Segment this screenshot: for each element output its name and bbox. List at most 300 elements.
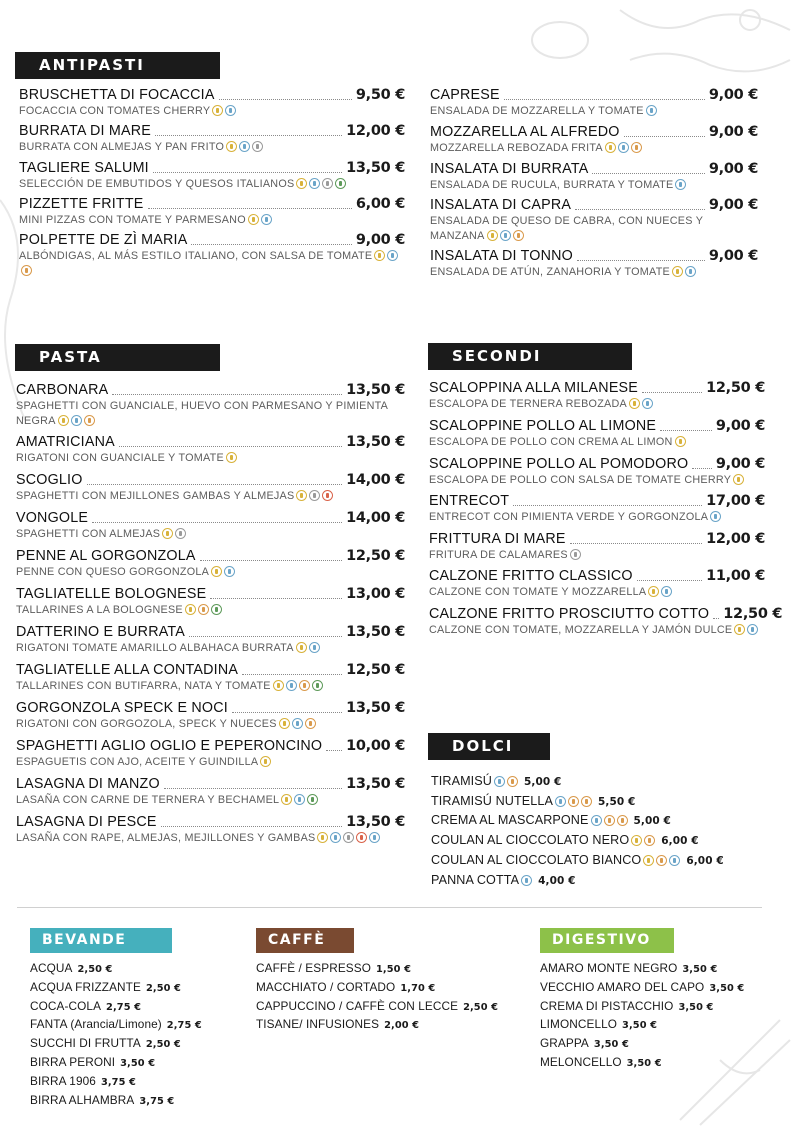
nuts-icon bbox=[513, 230, 524, 241]
dish-name: POLPETTE DE ZÌ MARIA bbox=[19, 232, 188, 248]
item-price: 2,50 € bbox=[463, 1001, 499, 1013]
bevande-title: BEVANDE bbox=[30, 928, 172, 953]
item-price: 3,50 € bbox=[678, 1001, 714, 1013]
dolci-list bbox=[431, 772, 771, 890]
milk-icon bbox=[642, 398, 653, 409]
wheat-icon bbox=[296, 490, 307, 501]
menu-item bbox=[19, 160, 405, 192]
pasta-title: PASTA bbox=[15, 344, 220, 371]
menu-item bbox=[16, 548, 405, 580]
nuts-icon bbox=[617, 815, 628, 826]
menu-item bbox=[16, 776, 405, 808]
dish-price: 9,00 € bbox=[355, 232, 405, 248]
milk-icon bbox=[309, 178, 320, 189]
item-price: 1,50 € bbox=[376, 964, 412, 975]
dish-description-text: FRITURA DE CALAMARES bbox=[429, 549, 568, 561]
wheat-icon bbox=[648, 586, 659, 597]
dish-price: 14,00 € bbox=[346, 472, 405, 488]
wheat-icon bbox=[317, 832, 328, 843]
dot-leader bbox=[504, 99, 705, 100]
dot-leader bbox=[326, 750, 342, 751]
celery-icon bbox=[312, 680, 323, 691]
item-name: COULAN AL CIOCCOLATO BIANCO bbox=[431, 852, 642, 867]
dish-price: 13,50 € bbox=[346, 814, 405, 830]
menu-item bbox=[540, 960, 760, 979]
wheat-icon bbox=[185, 604, 196, 615]
item-name: CREMA AL MASCARPONE bbox=[431, 813, 589, 828]
dish-description bbox=[430, 178, 758, 193]
secondi-header bbox=[428, 343, 632, 370]
item-price: 5,00 € bbox=[633, 815, 671, 828]
menu-item-row bbox=[429, 568, 765, 584]
dish-description-text: ESCALOPA DE POLLO CON CREMA AL LIMON bbox=[429, 436, 673, 448]
dish-description-text: PENNE CON QUESO GORGONZOLA bbox=[16, 566, 210, 578]
dish-price: 11,00 € bbox=[706, 568, 765, 584]
dish-name: MOZZARELLA AL ALFREDO bbox=[430, 124, 620, 140]
dish-description-text: ESCALOPA DE POLLO CON SALSA DE TOMATE CHERRY bbox=[429, 474, 732, 486]
item-name: MACCHIATO / CORTADO bbox=[256, 979, 396, 994]
dot-leader bbox=[713, 618, 719, 619]
mollusc-icon bbox=[322, 178, 333, 189]
item-name: AMARO MONTE NEGRO bbox=[540, 961, 678, 975]
dish-name: SCALOPPINE POLLO AL LIMONE bbox=[429, 418, 657, 434]
dish-name: SPAGHETTI AGLIO OGLIO E PEPERONCINO bbox=[16, 738, 323, 754]
item-price: 2,50 € bbox=[77, 964, 113, 975]
dish-price: 6,00 € bbox=[355, 196, 405, 212]
egg-icon bbox=[568, 796, 579, 807]
digestivo-title: DIGESTIVO bbox=[540, 928, 674, 953]
dish-price: 13,50 € bbox=[346, 624, 405, 640]
menu-item-row bbox=[429, 531, 765, 547]
dish-description bbox=[16, 527, 405, 542]
digestivo-list bbox=[540, 960, 760, 1073]
dish-price: 13,00 € bbox=[346, 586, 405, 602]
dish-description-text: TALLARINES CON BUTIFARRA, NATA Y TOMATE bbox=[16, 680, 271, 692]
dish-name: DATTERINO E BURRATA bbox=[16, 624, 186, 640]
menu-item-row bbox=[19, 232, 405, 248]
item-name: TISANE/ INFUSIONES bbox=[256, 1017, 380, 1032]
item-name: TIRAMISÚ bbox=[431, 774, 492, 788]
wheat-icon bbox=[58, 415, 69, 426]
menu-item bbox=[16, 814, 405, 846]
dish-description bbox=[430, 141, 758, 156]
menu-item-row bbox=[429, 606, 783, 622]
dish-description bbox=[16, 565, 405, 580]
menu-item-row bbox=[19, 160, 405, 176]
menu-item-row bbox=[430, 87, 758, 103]
dish-description-text: ENSALADA DE MOZZARELLA Y TOMATE bbox=[430, 105, 644, 117]
menu-item bbox=[16, 510, 405, 542]
menu-item bbox=[16, 382, 405, 429]
wheat-icon bbox=[226, 141, 237, 152]
item-name: CAPPUCCINO / CAFFÈ CON LECCE bbox=[256, 998, 459, 1013]
dish-description-text: FOCACCIA CON TOMATES CHERRY bbox=[19, 105, 211, 117]
menu-item-row bbox=[430, 161, 758, 177]
dish-description bbox=[16, 679, 405, 694]
dish-description-text: MOZZARELLA REBOZADA FRITA bbox=[430, 142, 603, 154]
dish-description-text: RIGATONI CON GUANCIALE Y TOMATE bbox=[16, 452, 224, 464]
dot-leader bbox=[153, 172, 342, 173]
dish-description bbox=[430, 214, 758, 244]
dot-leader bbox=[219, 99, 352, 100]
dish-price: 9,00 € bbox=[715, 418, 765, 434]
milk-icon bbox=[669, 855, 680, 866]
dot-leader bbox=[642, 392, 702, 393]
item-name: CREMA DI PISTACCHIO bbox=[540, 998, 674, 1013]
menu-item-row bbox=[429, 418, 765, 434]
dish-description bbox=[429, 435, 765, 450]
dish-name: GORGONZOLA SPECK E NOCI bbox=[16, 700, 228, 716]
secondi-title: SECONDI bbox=[428, 343, 632, 370]
antipasti-left-column bbox=[19, 87, 405, 279]
egg-icon bbox=[644, 835, 655, 846]
dish-price: 12,50 € bbox=[346, 548, 405, 564]
dot-leader bbox=[92, 522, 342, 523]
fish-icon bbox=[369, 832, 380, 843]
egg-icon bbox=[84, 415, 95, 426]
menu-item-row bbox=[16, 434, 405, 450]
background-sketch-top-right bbox=[500, 0, 795, 80]
dish-description-text: BURRATA CON ALMEJAS Y PAN FRITO bbox=[19, 141, 225, 153]
dish-description-text: SPAGHETTI CON GUANCIALE, HUEVO CON PARMESANO Y PIMIENTA NEGRA bbox=[16, 400, 388, 427]
dot-leader bbox=[242, 674, 342, 675]
wheat-icon bbox=[211, 566, 222, 577]
dish-price: 13,50 € bbox=[346, 434, 405, 450]
pasta-list bbox=[16, 382, 405, 846]
dish-price: 14,00 € bbox=[346, 510, 405, 526]
dish-name: PIZZETTE FRITTE bbox=[19, 196, 144, 212]
dish-description bbox=[19, 249, 405, 279]
dish-description-text: ALBÓNDIGAS, AL MÁS ESTILO ITALIANO, CON SALSA DE TOMATE bbox=[19, 250, 373, 262]
crustacean-icon bbox=[356, 832, 367, 843]
menu-item bbox=[16, 662, 405, 694]
dish-description-text: TALLARINES A LA BOLOGNESE bbox=[16, 604, 183, 616]
nuts-icon bbox=[581, 796, 592, 807]
dolci-title: DOLCI bbox=[428, 733, 550, 760]
milk-icon bbox=[330, 832, 341, 843]
dot-leader bbox=[161, 826, 342, 827]
wheat-icon bbox=[643, 855, 654, 866]
menu-item bbox=[19, 123, 405, 155]
menu-item bbox=[30, 998, 250, 1017]
menu-item bbox=[431, 772, 771, 792]
dish-price: 13,50 € bbox=[346, 776, 405, 792]
dish-description-text: CALZONE CON TOMATE Y MOZZARELLA bbox=[429, 586, 647, 598]
milk-icon bbox=[675, 179, 686, 190]
menu-item bbox=[540, 1054, 760, 1073]
dot-leader bbox=[119, 446, 342, 447]
dish-price: 13,50 € bbox=[346, 382, 405, 398]
dish-description bbox=[430, 265, 758, 280]
egg-icon bbox=[299, 680, 310, 691]
menu-item bbox=[431, 811, 771, 831]
item-price: 3,75 € bbox=[139, 1095, 175, 1107]
dot-leader bbox=[87, 484, 343, 485]
menu-item bbox=[431, 871, 771, 891]
menu-item bbox=[30, 1035, 250, 1054]
menu-item bbox=[430, 197, 758, 244]
dish-name: BRUSCHETTA DI FOCACCIA bbox=[19, 87, 215, 103]
menu-item-row bbox=[429, 456, 765, 472]
milk-icon bbox=[500, 230, 511, 241]
dish-description-text: ENSALADA DE RUCULA, BURRATA Y TOMATE bbox=[430, 179, 674, 191]
item-name: VECCHIO AMARO DEL CAPO bbox=[540, 979, 705, 994]
milk-icon bbox=[294, 794, 305, 805]
menu-item-row bbox=[16, 624, 405, 640]
dot-leader bbox=[189, 636, 342, 637]
milk-icon bbox=[618, 142, 629, 153]
mollusc-icon bbox=[570, 549, 581, 560]
dish-description bbox=[429, 473, 765, 488]
menu-item-row bbox=[16, 814, 405, 830]
dish-description-text: ENSALADA DE ATÚN, ZANAHORIA Y TOMATE bbox=[430, 266, 670, 278]
dish-name: INSALATA DI TONNO bbox=[430, 248, 573, 264]
menu-item bbox=[429, 418, 765, 450]
menu-item bbox=[256, 960, 516, 979]
item-name: BIRRA 1906 bbox=[30, 1073, 96, 1088]
menu-item bbox=[429, 606, 783, 638]
dish-description bbox=[16, 489, 405, 504]
menu-item-row bbox=[16, 472, 405, 488]
menu-item bbox=[19, 232, 405, 279]
caffe-header bbox=[256, 928, 354, 953]
item-price: 5,00 € bbox=[523, 776, 562, 788]
milk-icon bbox=[292, 718, 303, 729]
dish-description bbox=[16, 641, 405, 656]
celery-icon bbox=[307, 794, 318, 805]
item-price: 3,50 € bbox=[622, 1020, 658, 1032]
crustacean-icon bbox=[322, 490, 333, 501]
menu-item bbox=[429, 568, 765, 600]
item-price: 5,50 € bbox=[597, 795, 636, 808]
menu-item bbox=[430, 87, 758, 119]
menu-item bbox=[30, 960, 250, 979]
dish-name: AMATRICIANA bbox=[16, 434, 115, 450]
egg-icon bbox=[656, 855, 667, 866]
item-price: 2,50 € bbox=[145, 1039, 181, 1051]
dish-name: BURRATA DI MARE bbox=[19, 123, 151, 139]
wheat-icon bbox=[374, 250, 385, 261]
dish-name: VONGOLE bbox=[16, 510, 89, 526]
menu-item bbox=[430, 161, 758, 193]
milk-icon bbox=[747, 624, 758, 635]
menu-item bbox=[16, 624, 405, 656]
wheat-icon bbox=[273, 680, 284, 691]
item-price: 1,70 € bbox=[400, 982, 436, 994]
dish-description-text: ENSALADA DE QUESO DE CABRA, CON NUECES Y MANZANA bbox=[430, 215, 703, 242]
mollusc-icon bbox=[252, 141, 263, 152]
celery-icon bbox=[335, 178, 346, 189]
dish-name: CALZONE FRITTO PROSCIUTTO COTTO bbox=[429, 606, 710, 622]
menu-item bbox=[30, 1073, 250, 1092]
wheat-icon bbox=[279, 718, 290, 729]
item-price: 3,50 € bbox=[682, 964, 718, 975]
item-price: 3,50 € bbox=[593, 1039, 629, 1051]
wheat-icon bbox=[162, 528, 173, 539]
menu-item bbox=[431, 851, 771, 871]
wheat-icon bbox=[212, 105, 223, 116]
dish-name: TAGLIATELLE ALLA CONTADINA bbox=[16, 662, 239, 678]
item-price: 2,00 € bbox=[384, 1020, 420, 1032]
dish-description-text: CALZONE CON TOMATE, MOZZARELLA Y JAMÓN DULCE bbox=[429, 624, 733, 636]
menu-item bbox=[429, 456, 765, 488]
menu-item bbox=[256, 1016, 516, 1035]
milk-icon bbox=[224, 566, 235, 577]
menu-item-row bbox=[16, 776, 405, 792]
dish-description bbox=[16, 399, 405, 429]
milk-icon bbox=[661, 586, 672, 597]
wheat-icon bbox=[248, 214, 259, 225]
item-name: COULAN AL CIOCCOLATO NERO bbox=[431, 833, 630, 848]
menu-item-row bbox=[429, 380, 765, 396]
dish-price: 9,00 € bbox=[708, 161, 758, 177]
milk-icon bbox=[646, 105, 657, 116]
item-price: 2,50 € bbox=[145, 982, 181, 994]
celery-icon bbox=[211, 604, 222, 615]
menu-item bbox=[540, 1035, 760, 1054]
menu-item-row bbox=[19, 196, 405, 212]
dolci-header bbox=[428, 733, 550, 760]
dish-name: SCALOPPINE POLLO AL POMODORO bbox=[429, 456, 689, 472]
dish-description bbox=[429, 397, 765, 412]
dot-leader bbox=[577, 260, 705, 261]
item-price: 3,50 € bbox=[709, 982, 745, 994]
milk-icon bbox=[239, 141, 250, 152]
dish-description-text: RIGATONI CON GORGOZOLA, SPECK Y NUECES bbox=[16, 718, 277, 730]
item-name: SUCCHI DI FRUTTA bbox=[30, 1036, 141, 1051]
menu-item bbox=[19, 196, 405, 228]
dish-price: 13,50 € bbox=[346, 700, 405, 716]
dot-leader bbox=[112, 394, 342, 395]
dish-description bbox=[16, 717, 405, 732]
wheat-icon bbox=[260, 756, 271, 767]
menu-item bbox=[16, 700, 405, 732]
milk-icon bbox=[387, 250, 398, 261]
wheat-icon bbox=[281, 794, 292, 805]
item-name: GRAPPA bbox=[540, 1036, 589, 1051]
dish-description bbox=[16, 831, 405, 846]
menu-item-row bbox=[16, 700, 405, 716]
digestivo-header bbox=[540, 928, 674, 953]
dot-leader bbox=[191, 244, 351, 245]
milk-icon bbox=[710, 511, 721, 522]
dish-price: 10,00 € bbox=[346, 738, 405, 754]
item-name: BIRRA ALHAMBRA bbox=[30, 1092, 135, 1107]
dot-leader bbox=[692, 468, 712, 469]
section-divider bbox=[17, 907, 762, 908]
mollusc-icon bbox=[343, 832, 354, 843]
menu-item bbox=[430, 248, 758, 280]
dot-leader bbox=[513, 505, 702, 506]
antipasti-title: ANTIPASTI bbox=[15, 52, 220, 79]
caffe-list bbox=[256, 960, 516, 1035]
dish-description bbox=[16, 793, 405, 808]
item-name: ACQUA bbox=[30, 961, 73, 975]
menu-item-row bbox=[430, 197, 758, 213]
milk-icon bbox=[71, 415, 82, 426]
wheat-icon bbox=[226, 452, 237, 463]
milk-icon bbox=[521, 875, 532, 886]
dish-description bbox=[429, 623, 765, 638]
item-price: 4,00 € bbox=[538, 874, 576, 887]
item-price: 2,75 € bbox=[166, 1020, 202, 1032]
menu-item-row bbox=[430, 124, 758, 140]
milk-icon bbox=[555, 796, 566, 807]
menu-item-row bbox=[19, 123, 405, 139]
dish-description bbox=[19, 213, 405, 228]
dish-price: 12,50 € bbox=[723, 606, 783, 622]
dish-description bbox=[19, 104, 405, 119]
wheat-icon bbox=[631, 835, 642, 846]
dish-name: CALZONE FRITTO CLASSICO bbox=[429, 568, 633, 584]
lupin-icon bbox=[225, 105, 236, 116]
dish-description bbox=[429, 548, 765, 563]
milk-icon bbox=[309, 642, 320, 653]
fish-icon bbox=[685, 266, 696, 277]
dot-leader bbox=[155, 135, 342, 136]
dot-leader bbox=[570, 543, 702, 544]
pasta-header bbox=[15, 344, 220, 371]
wheat-icon bbox=[672, 266, 683, 277]
dish-price: 9,00 € bbox=[708, 124, 758, 140]
item-price: 3,75 € bbox=[100, 1076, 136, 1088]
mollusc-icon bbox=[175, 528, 186, 539]
wheat-icon bbox=[629, 398, 640, 409]
dish-description-text: LASAÑA CON RAPE, ALMEJAS, MEJILLONES Y GAMBAS bbox=[16, 832, 316, 844]
menu-item bbox=[540, 1016, 760, 1035]
menu-item bbox=[16, 472, 405, 504]
milk-icon bbox=[591, 815, 602, 826]
egg-icon bbox=[198, 604, 209, 615]
wheat-icon bbox=[487, 230, 498, 241]
dish-name: TAGLIERE SALUMI bbox=[19, 160, 149, 176]
menu-item bbox=[431, 831, 771, 851]
menu-item-row bbox=[16, 586, 405, 602]
menu-item bbox=[16, 738, 405, 770]
dish-name: PENNE AL GORGONZOLA bbox=[16, 548, 196, 564]
menu-item bbox=[540, 998, 760, 1017]
dish-description bbox=[16, 451, 405, 466]
wheat-icon bbox=[296, 178, 307, 189]
wheat-icon bbox=[296, 642, 307, 653]
dot-leader bbox=[660, 430, 712, 431]
egg-icon bbox=[631, 142, 642, 153]
item-name: ACQUA FRIZZANTE bbox=[30, 979, 141, 994]
menu-item bbox=[30, 1092, 250, 1111]
caffe-title: CAFFÈ bbox=[256, 928, 354, 953]
menu-item-row bbox=[16, 662, 405, 678]
menu-item-row bbox=[429, 493, 765, 509]
dish-name: LASAGNA DI PESCE bbox=[16, 814, 157, 830]
menu-item-row bbox=[16, 738, 405, 754]
dot-leader bbox=[164, 788, 342, 789]
dot-leader bbox=[232, 712, 342, 713]
item-name: TIRAMISÚ NUTELLA bbox=[431, 793, 553, 808]
menu-item bbox=[30, 1054, 250, 1073]
dish-description bbox=[16, 755, 405, 770]
item-name: LIMONCELLO bbox=[540, 1017, 618, 1032]
dish-description bbox=[16, 603, 405, 618]
dot-leader bbox=[200, 560, 342, 561]
dish-description-text: ESCALOPA DE TERNERA REBOZADA bbox=[429, 398, 628, 410]
dot-leader bbox=[210, 598, 342, 599]
dish-description-text: RIGATONI TOMATE AMARILLO ALBAHACA BURRATA bbox=[16, 642, 294, 654]
menu-item bbox=[431, 792, 771, 812]
dish-price: 12,00 € bbox=[706, 531, 765, 547]
dish-name: FRITTURA DI MARE bbox=[429, 531, 566, 547]
dish-name: INSALATA DI CAPRA bbox=[430, 197, 572, 213]
menu-item bbox=[429, 380, 765, 412]
